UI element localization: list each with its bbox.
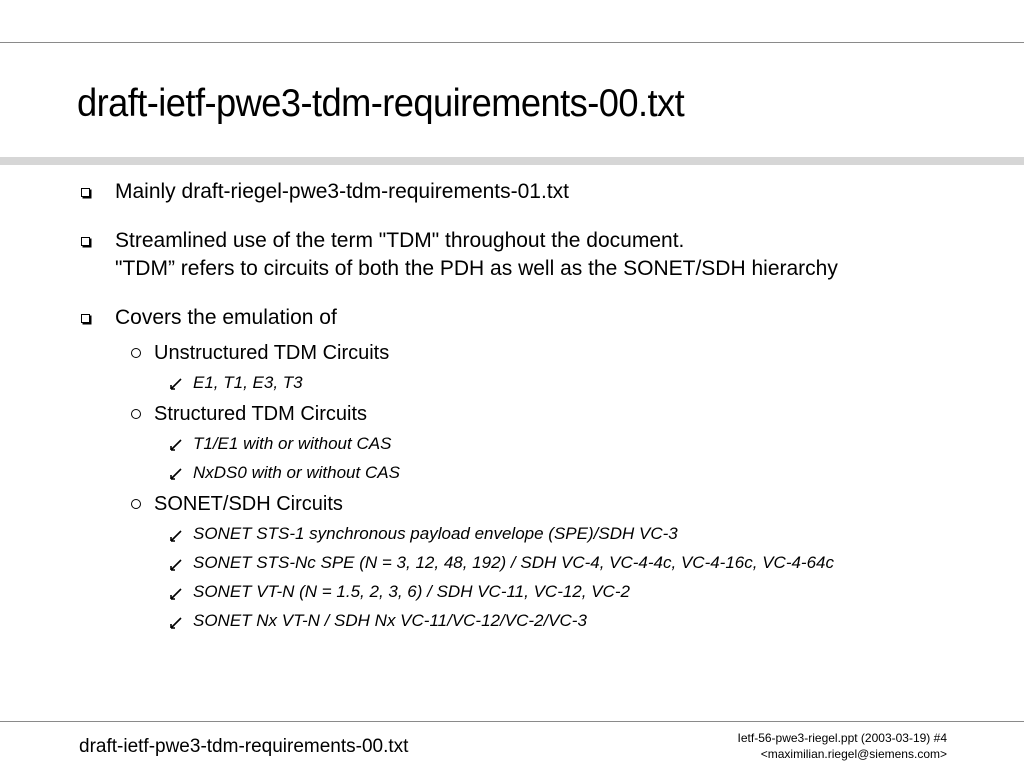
circle-bullet-icon xyxy=(131,348,141,358)
pen-bullet-icon xyxy=(170,529,182,541)
circle-bullet-icon xyxy=(131,499,141,509)
footer-file-info: Ietf-56-pwe3-riegel.ppt (2003-03-19) #4 xyxy=(737,731,947,745)
footer-author-email: <maximilian.riegel@siemens.com> xyxy=(760,747,947,761)
bullet-item-continuation: "TDM” refers to circuits of both the PDH as well as the SONET/SDH hierarchy xyxy=(115,257,838,280)
bullet-item: Streamlined use of the term "TDM" throughout the document. xyxy=(115,229,685,252)
title-band xyxy=(0,157,1024,165)
pen-bullet-icon xyxy=(170,377,182,389)
pen-bullet-icon xyxy=(170,587,182,599)
sub-bullet-item: Structured TDM Circuits xyxy=(154,403,368,425)
detail-item: SONET STS-Nc SPE (N = 3, 12, 48, 192) / SDH VC-4, VC-4-4c, VC-4-16c, VC-4-64c xyxy=(193,553,835,572)
footer-title: draft-ietf-pwe3-tdm-requirements-00.txt xyxy=(79,736,409,757)
circle-bullet-icon xyxy=(131,409,141,419)
bullet-item: Covers the emulation of xyxy=(115,306,337,329)
sub-bullet-item: SONET/SDH Circuits xyxy=(154,493,343,515)
pen-bullet-icon xyxy=(170,438,182,450)
footer-divider xyxy=(0,721,1024,722)
detail-item: T1/E1 with or without CAS xyxy=(193,434,392,453)
square-bullet-icon xyxy=(81,237,90,246)
detail-item: SONET VT-N (N = 1.5, 2, 3, 6) / SDH VC-11, VC-12, VC-2 xyxy=(193,582,630,601)
pen-bullet-icon xyxy=(170,558,182,570)
detail-item: NxDS0 with or without CAS xyxy=(193,463,400,482)
pen-bullet-icon xyxy=(170,467,182,479)
detail-item: SONET STS-1 synchronous payload envelope (SPE)/SDH VC-3 xyxy=(193,524,678,543)
square-bullet-icon xyxy=(81,314,90,323)
sub-bullet-item: Unstructured TDM Circuits xyxy=(154,342,390,364)
detail-item: SONET Nx VT-N / SDH Nx VC-11/VC-12/VC-2/VC-3 xyxy=(193,611,587,630)
footer-info xyxy=(738,730,947,762)
detail-item: E1, T1, E3, T3 xyxy=(193,373,303,392)
square-bullet-icon xyxy=(81,188,90,197)
header-divider xyxy=(0,42,1024,43)
pen-bullet-icon xyxy=(170,616,182,628)
bullet-item: Mainly draft-riegel-pwe3-tdm-requirements-01.txt xyxy=(115,180,569,203)
slide-title: draft-ietf-pwe3-tdm-requirements-00.txt xyxy=(77,82,685,125)
